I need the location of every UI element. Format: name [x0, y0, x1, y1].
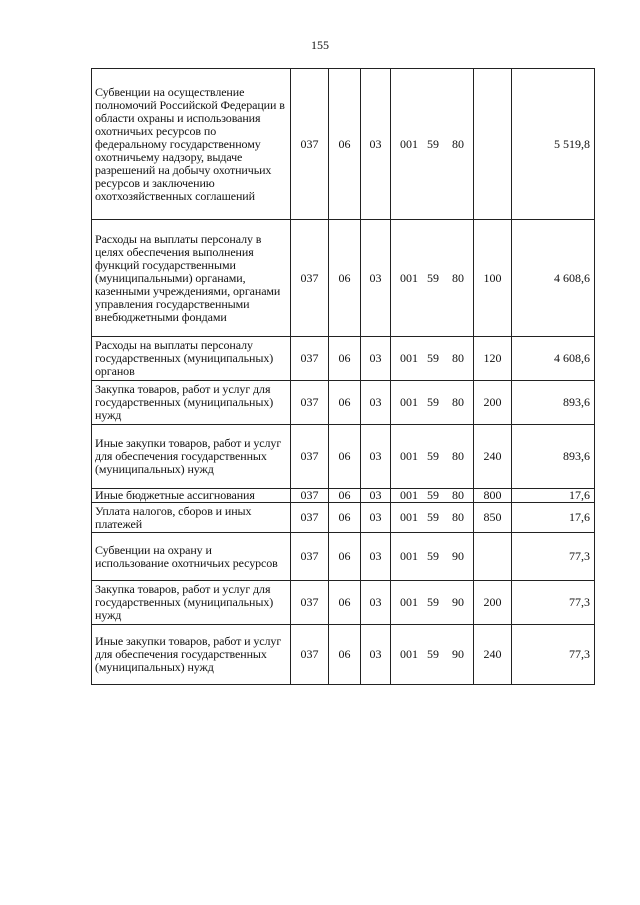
pr-code-cell: 03: [361, 381, 391, 425]
csr-code-part: 80: [452, 488, 464, 502]
vr-code-cell: 240: [474, 625, 512, 685]
vr-code-cell: 200: [474, 381, 512, 425]
expense-name-cell: Субвенции на охрану и использование охотничьих ресурсов: [92, 533, 291, 581]
table-row: [92, 581, 595, 625]
csr-code-cell: [391, 220, 474, 337]
expense-name-cell: Расходы на выплаты персоналу государственных (муниципальных) органов: [92, 337, 291, 381]
table-row: [92, 425, 595, 489]
amount-cell: 77,3: [512, 533, 595, 581]
pr-code-cell: 03: [361, 337, 391, 381]
pr-code-cell: 03: [361, 533, 391, 581]
expense-name-cell: Уплата налогов, сборов и иных платежей: [92, 503, 291, 533]
pr-code-cell: 03: [361, 625, 391, 685]
rz-code-cell: 06: [329, 581, 361, 625]
budget-table: [91, 68, 595, 685]
csr-code-part: 001: [400, 647, 418, 661]
csr-code-part: 001: [400, 549, 418, 563]
csr-code-part: 001: [400, 510, 418, 524]
csr-code-part: 001: [400, 395, 418, 409]
table-row: [92, 533, 595, 581]
csr-code-cell: [391, 625, 474, 685]
expense-name-cell: Субвенции на осуществление полномочий Российской Федерации в области охраны и использования охотничьих ресурсов по федеральному государственному охотничьему надзору, выдаче разрешений на добычу охотничьих ресурсов и заключению охотхозяйственных соглашений: [92, 69, 291, 220]
csr-code-cell: [391, 69, 474, 220]
pr-code-cell: 03: [361, 220, 391, 337]
expense-name-cell: Закупка товаров, работ и услуг для государственных (муниципальных) нужд: [92, 581, 291, 625]
csr-code-part: 59: [427, 136, 439, 151]
csr-code-part: 90: [452, 647, 464, 661]
table-row: [92, 503, 595, 533]
gr-code-cell: 037: [291, 69, 329, 220]
csr-code-part: 59: [427, 395, 439, 409]
expense-name-cell: Иные закупки товаров, работ и услуг для обеспечения государственных (муниципальных) нужд: [92, 425, 291, 489]
pr-code-cell: 03: [361, 581, 391, 625]
amount-cell: 893,6: [512, 381, 595, 425]
gr-code-cell: 037: [291, 625, 329, 685]
rz-code-cell: 06: [329, 69, 361, 220]
csr-code-part: 80: [452, 510, 464, 524]
amount-cell: 4 608,6: [512, 220, 595, 337]
page-number: 155: [311, 38, 329, 52]
rz-code-cell: 06: [329, 625, 361, 685]
csr-code-part: 80: [452, 395, 464, 409]
pr-code-cell: 03: [361, 503, 391, 533]
gr-code-cell: 037: [291, 220, 329, 337]
amount-cell: 17,6: [512, 489, 595, 503]
csr-code-part: 001: [400, 595, 418, 609]
gr-code-cell: 037: [291, 489, 329, 503]
gr-code-cell: 037: [291, 381, 329, 425]
gr-code-cell: 037: [291, 503, 329, 533]
table-row: [92, 489, 595, 503]
table-row: [92, 625, 595, 685]
vr-code-cell: [474, 69, 512, 220]
rz-code-cell: 06: [329, 220, 361, 337]
amount-cell: 17,6: [512, 503, 595, 533]
table-row: [92, 381, 595, 425]
rz-code-cell: 06: [329, 503, 361, 533]
csr-code-part: 59: [427, 270, 439, 285]
csr-code-part: 90: [452, 549, 464, 563]
csr-code-cell: [391, 489, 474, 503]
vr-code-cell: 850: [474, 503, 512, 533]
table-row: [92, 337, 595, 381]
csr-code-part: 59: [427, 510, 439, 524]
pr-code-cell: 03: [361, 69, 391, 220]
amount-cell: 893,6: [512, 425, 595, 489]
csr-code-part: 001: [400, 270, 418, 285]
gr-code-cell: 037: [291, 337, 329, 381]
expense-name-cell: Расходы на выплаты персоналу в целях обеспечения выполнения функций государственными (муниципальными) органами, казенными учреждениями, органами управления государственными внебюджетными фондами: [92, 220, 291, 337]
rz-code-cell: 06: [329, 533, 361, 581]
vr-code-cell: 120: [474, 337, 512, 381]
csr-code-part: 001: [400, 449, 418, 463]
csr-code-cell: [391, 503, 474, 533]
csr-code-cell: [391, 581, 474, 625]
csr-code-part: 59: [427, 595, 439, 609]
csr-code-part: 80: [452, 351, 464, 365]
pr-code-cell: 03: [361, 425, 391, 489]
vr-code-cell: 100: [474, 220, 512, 337]
csr-code-cell: [391, 425, 474, 489]
vr-code-cell: 200: [474, 581, 512, 625]
csr-code-part: 001: [400, 136, 418, 151]
amount-cell: 77,3: [512, 625, 595, 685]
csr-code-part: 59: [427, 449, 439, 463]
csr-code-part: 80: [452, 270, 464, 285]
csr-code-part: 59: [427, 488, 439, 502]
csr-code-cell: [391, 533, 474, 581]
rz-code-cell: 06: [329, 425, 361, 489]
csr-code-part: 90: [452, 595, 464, 609]
csr-code-part: 59: [427, 647, 439, 661]
csr-code-cell: [391, 337, 474, 381]
csr-code-cell: [391, 381, 474, 425]
rz-code-cell: 06: [329, 337, 361, 381]
expense-name-cell: Закупка товаров, работ и услуг для государственных (муниципальных) нужд: [92, 381, 291, 425]
csr-code-part: 80: [452, 449, 464, 463]
table-row: [92, 69, 595, 220]
amount-cell: 4 608,6: [512, 337, 595, 381]
gr-code-cell: 037: [291, 425, 329, 489]
rz-code-cell: 06: [329, 381, 361, 425]
csr-code-part: 59: [427, 351, 439, 365]
expense-name-cell: Иные бюджетные ассигнования: [92, 489, 291, 503]
gr-code-cell: 037: [291, 581, 329, 625]
vr-code-cell: [474, 533, 512, 581]
csr-code-part: 80: [452, 136, 464, 151]
amount-cell: 77,3: [512, 581, 595, 625]
table-row: [92, 220, 595, 337]
rz-code-cell: 06: [329, 489, 361, 503]
amount-cell: 5 519,8: [512, 69, 595, 220]
csr-code-part: 001: [400, 351, 418, 365]
pr-code-cell: 03: [361, 489, 391, 503]
expense-name-cell: Иные закупки товаров, работ и услуг для обеспечения государственных (муниципальных) нужд: [92, 625, 291, 685]
csr-code-part: 001: [400, 488, 418, 502]
vr-code-cell: 240: [474, 425, 512, 489]
vr-code-cell: 800: [474, 489, 512, 503]
gr-code-cell: 037: [291, 533, 329, 581]
csr-code-part: 59: [427, 549, 439, 563]
